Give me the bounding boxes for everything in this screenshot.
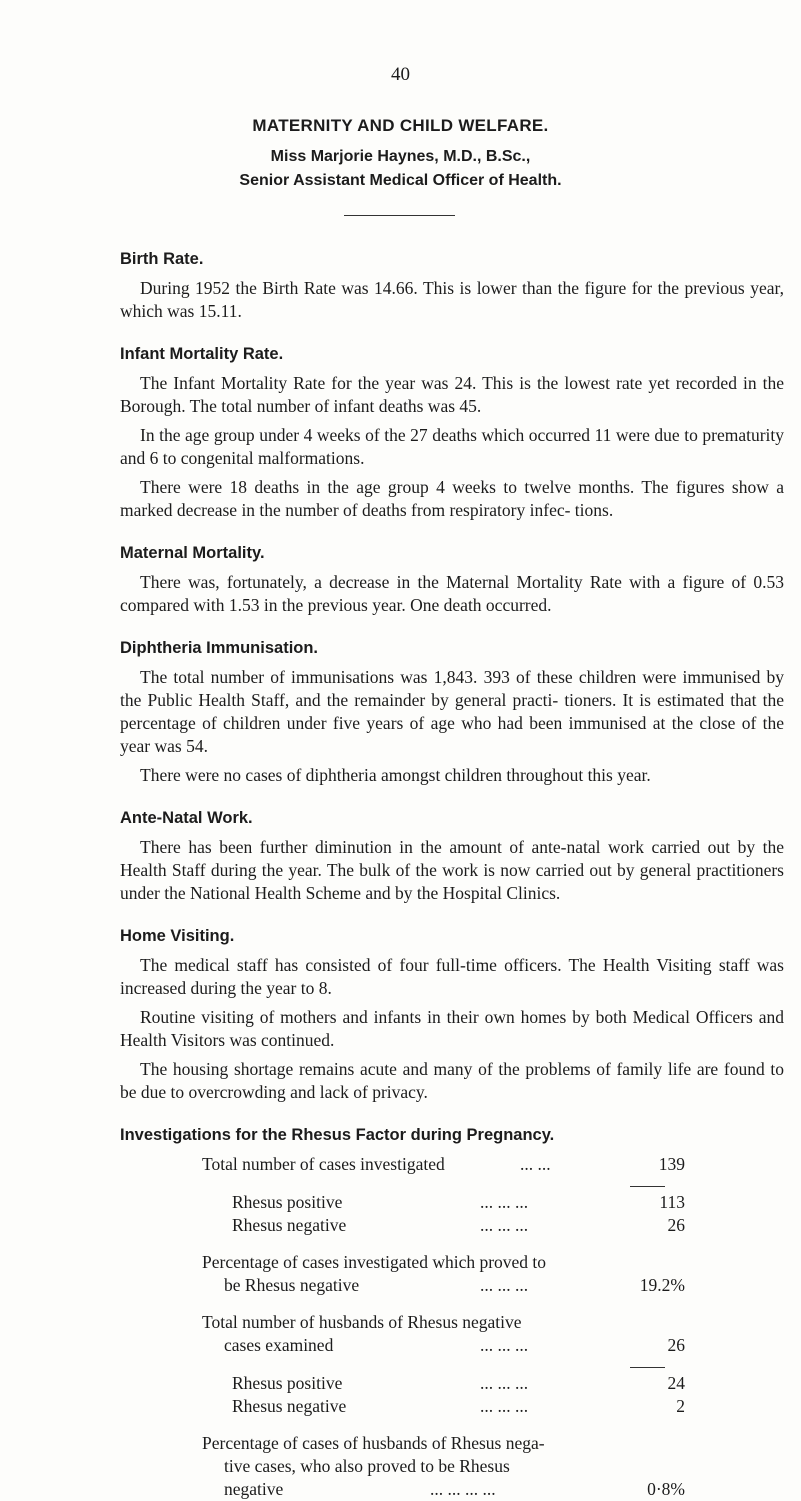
- paragraph: There were no cases of diphtheria amongst children throughout this year.: [140, 765, 651, 785]
- paragraph: Routine visiting of mothers and infants in their own homes by both Medical Officers and Health Visitors was continued.: [120, 1007, 784, 1050]
- page-number: 40: [391, 64, 410, 85]
- row-label: Rhesus positive: [232, 1192, 343, 1212]
- section-infant-mortality: [120, 343, 784, 522]
- paragraph: There was, fortunately, a decrease in the Maternal Mortality Rate with a figure of 0.53 compared with 1.53 in the previous year. One death occurred.: [120, 572, 784, 615]
- leader-dots: ... ...: [520, 1154, 551, 1174]
- leader-dots: ... ... ...: [480, 1373, 529, 1393]
- paragraph: The housing shortage remains acute and many of the problems of family life are found to be due to overcrowding and lack of privacy.: [120, 1059, 784, 1102]
- leader-dots: ... ... ...: [480, 1396, 529, 1416]
- row-label: negative: [224, 1479, 284, 1499]
- section-heading: Birth Rate.: [120, 250, 204, 268]
- row-label: Rhesus positive: [232, 1373, 343, 1393]
- row-label: Percentage of cases of husbands of Rhesus nega-: [202, 1433, 545, 1453]
- paragraph: During 1952 the Birth Rate was 14.66. This is lower than the figure for the previous year, which was 15.11.: [120, 278, 784, 321]
- section-heading: Investigations for the Rhesus Factor during Pregnancy.: [120, 1126, 555, 1144]
- table-row: [202, 1153, 685, 1176]
- page-title: MATERNITY AND CHILD WELFARE.: [252, 116, 549, 135]
- row-value: 26: [667, 1215, 685, 1235]
- leader-dots: ... ... ...: [480, 1192, 529, 1212]
- sum-rule: [630, 1367, 665, 1368]
- row-value: 0·8%: [647, 1479, 685, 1499]
- row-label: Rhesus negative: [232, 1215, 347, 1235]
- section-home-visiting: [120, 925, 784, 1104]
- section-heading: Ante-Natal Work.: [120, 809, 253, 827]
- document-body: [120, 248, 784, 1501]
- row-value: 26: [667, 1335, 685, 1355]
- row-label: cases examined: [224, 1335, 334, 1355]
- section-heading: Maternal Mortality.: [120, 544, 265, 562]
- section-heading: Infant Mortality Rate.: [120, 345, 284, 363]
- paragraph: There has been further diminution in the amount of ante-natal work carried out by the Health Staff during the year. The bulk of the work is now carried out by general practitioners under the National Health Scheme and by the Hospital Clinics.: [120, 837, 784, 903]
- row-value: 24: [667, 1373, 685, 1393]
- paragraph: The total number of immunisations was 1,843. 393 of these children were immunised by the Public Health Staff, and the remainder by general practi- tioners. It is estimated that the percentage of children under five years of age who had been immunised at the close of the year was 54.: [120, 667, 784, 756]
- row-label: Rhesus negative: [232, 1396, 347, 1416]
- table-row: [202, 1372, 685, 1395]
- row-value: 139: [658, 1154, 685, 1174]
- table-row: [202, 1214, 685, 1237]
- section-ante-natal: [120, 807, 784, 905]
- table-row: [202, 1478, 685, 1501]
- leader-dots: ... ... ...: [480, 1215, 529, 1235]
- paragraph: There were 18 deaths in the age group 4 weeks to twelve months. The figures show a marked decrease in the number of deaths from respiratory infec- tions.: [120, 477, 784, 520]
- leader-dots: ... ... ...: [480, 1335, 529, 1355]
- row-value: 113: [659, 1192, 685, 1212]
- section-rhesus: [120, 1124, 784, 1501]
- section-heading: Diphtheria Immunisation.: [120, 639, 319, 657]
- leader-dots: ... ... ... ...: [430, 1479, 496, 1499]
- header-divider: [344, 215, 455, 216]
- table-row: [202, 1334, 685, 1357]
- leader-dots: ... ... ...: [480, 1275, 529, 1295]
- table-row: [202, 1274, 685, 1297]
- paragraph: The medical staff has consisted of four full-time officers. The Health Visiting staff was increased during the year to 8.: [120, 955, 784, 998]
- row-label: be Rhesus negative: [224, 1275, 360, 1295]
- paragraph: The Infant Mortality Rate for the year was 24. This is the lowest rate yet recorded in the Borough. The total number of infant deaths was 45.: [120, 373, 784, 416]
- section-diphtheria: [120, 637, 784, 787]
- row-value: 2: [676, 1396, 685, 1416]
- sum-rule: [630, 1186, 665, 1187]
- author-name: Miss Marjorie Haynes, M.D., B.Sc.,: [270, 148, 531, 165]
- row-label: Total number of cases investigated: [202, 1154, 445, 1174]
- paragraph: In the age group under 4 weeks of the 27 deaths which occurred 11 were due to prematurity and 6 to congenital malformations.: [120, 425, 784, 468]
- row-value: 19.2%: [639, 1275, 685, 1295]
- row-label: Total number of husbands of Rhesus negative: [202, 1312, 522, 1332]
- table-row: [202, 1191, 685, 1214]
- section-maternal-mortality: [120, 542, 784, 617]
- row-label: Percentage of cases investigated which proved to: [202, 1252, 547, 1272]
- row-label: tive cases, who also proved to be Rhesus: [224, 1456, 510, 1476]
- section-heading: Home Visiting.: [120, 927, 235, 945]
- author-role: Senior Assistant Medical Officer of Health.: [239, 172, 562, 189]
- rhesus-table: [202, 1153, 685, 1501]
- table-row: [202, 1395, 685, 1418]
- section-birth-rate: [120, 248, 784, 323]
